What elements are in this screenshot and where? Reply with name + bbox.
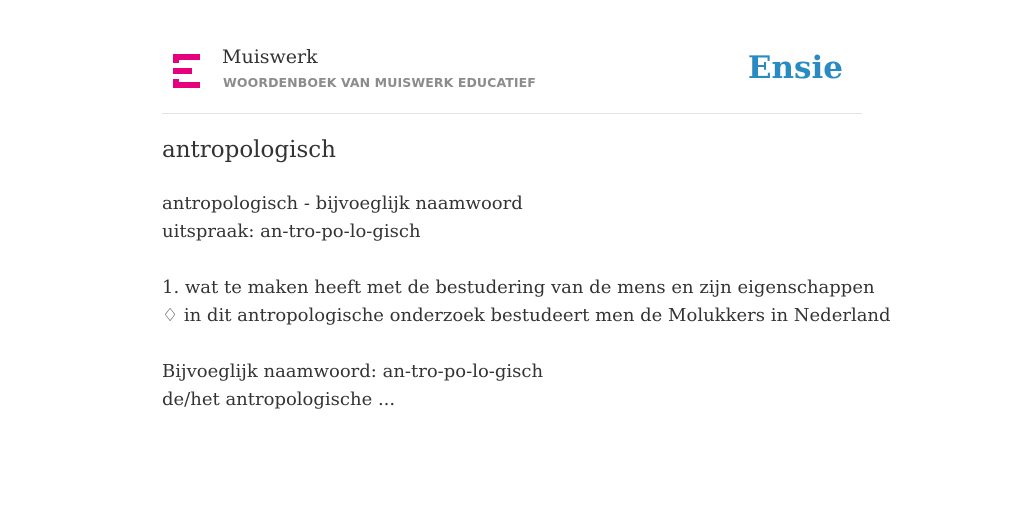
- ensie-logo[interactable]: Ensie: [747, 50, 843, 86]
- entry-header: [162, 40, 862, 114]
- source-name[interactable]: Muiswerk: [222, 46, 318, 68]
- example-line: ♢ in dit antropologische onderzoek bestudeert men de Molukkers in Nederland: [162, 305, 891, 326]
- source-subtitle: WOORDENBOEK VAN MUISWERK EDUCATIEF: [223, 75, 536, 90]
- entry-body: [162, 190, 891, 414]
- blank-line: [162, 246, 882, 274]
- inflection-header-line: Bijvoeglijk naamwoord: an-tro-po-lo-gisch: [162, 361, 544, 382]
- blank-line: [162, 330, 882, 358]
- inflection-form-line: de/het antropologische ...: [162, 389, 396, 410]
- word-class-line: antropologisch - bijvoeglijk naamwoord: [162, 193, 523, 214]
- pronunciation-line: uitspraak: an-tro-po-lo-gisch: [162, 221, 421, 242]
- entry-title: antropologisch: [162, 137, 336, 163]
- definition-line: 1. wat te maken heeft met de bestudering van de mens en zijn eigenschappen: [162, 277, 875, 298]
- muiswerk-logo-icon[interactable]: [173, 54, 200, 88]
